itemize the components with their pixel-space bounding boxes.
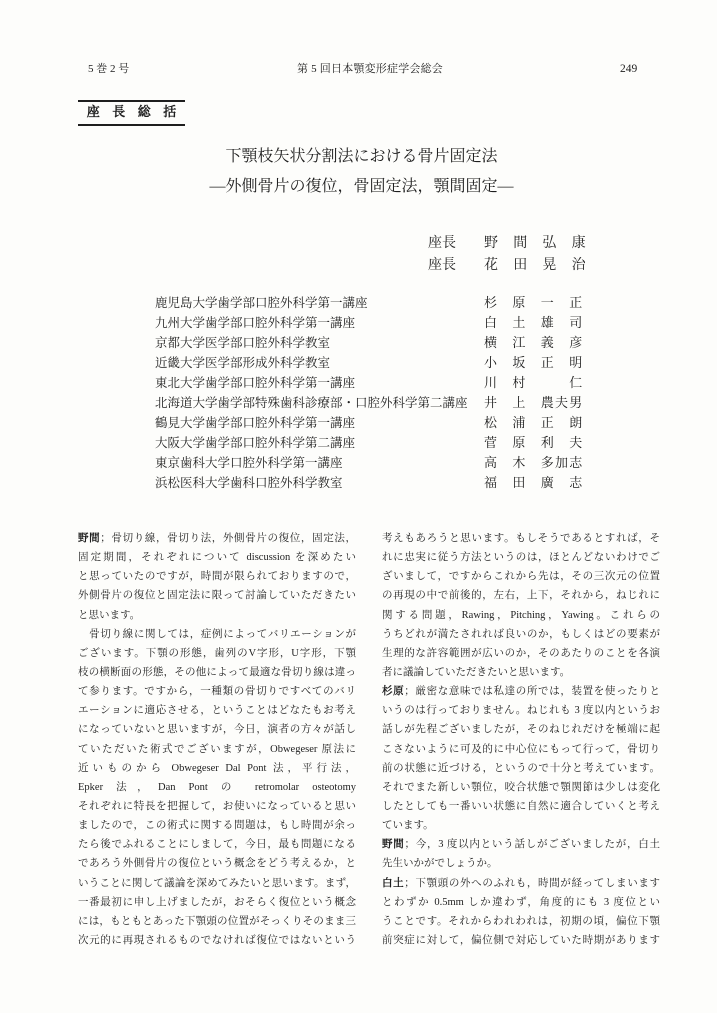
body-line xyxy=(78,854,356,873)
body-line xyxy=(78,778,356,797)
body-line xyxy=(78,701,356,720)
panelist-name: 小 坂 正 明 xyxy=(484,355,584,370)
body-line-text: Epker 法，Dan Pont の retromolar osteotomy xyxy=(78,781,356,793)
panelist-list xyxy=(155,295,595,495)
panelist-name: 白 土 雄 司 xyxy=(484,315,584,330)
body-line xyxy=(78,529,356,548)
panelist-row xyxy=(155,475,595,491)
panelist-affiliation: 近畿大学医学部形成外科学教室 xyxy=(155,356,331,370)
body-line xyxy=(382,720,660,739)
panelist-affiliation: 鹿児島大学歯学部口腔外科学第一講座 xyxy=(155,296,368,310)
body-line xyxy=(78,606,356,625)
body-line-text: それでまた新しい顎位，咬合状態で顎関節は少しは変化 xyxy=(382,781,660,793)
body-line-text: うことです。それからわれわれは，初期の頃，偏位下顎 xyxy=(382,915,660,927)
body-line-text: ていただいた術式でございますが，Obwegeser 原法に xyxy=(78,743,356,755)
panelist-row xyxy=(155,395,595,411)
panelist-row xyxy=(155,295,595,311)
panelist-name: 高 木 多加志 xyxy=(484,455,584,470)
body-line-text: エーションに適応させる，ということはどなたもお考え xyxy=(78,705,356,717)
body-line-text: たら後でふれることにしまして，今日，最も問題になる xyxy=(78,839,356,851)
body-line xyxy=(382,912,660,931)
panelist-affiliation: 北海道大学歯学部特殊歯科診療部・口腔外科学第二講座 xyxy=(155,396,468,410)
speaker-name: 野間 xyxy=(382,839,405,851)
article-title: 下顎枝矢状分割法における骨片固定法 xyxy=(225,148,498,165)
body-line-text: 前突症に対して，偏位側で対応していた時期があります xyxy=(382,934,660,946)
body-line xyxy=(78,663,356,682)
body-line xyxy=(78,586,356,605)
body-line-text: 近いものから Obwegeser Dal Pont 法，平行法， xyxy=(78,762,356,774)
body-line xyxy=(382,529,660,548)
body-line xyxy=(382,835,660,854)
panelist-name: 横 江 義 彦 xyxy=(484,335,584,350)
panelist-row xyxy=(155,435,595,451)
body-line xyxy=(78,567,356,586)
panelist-row xyxy=(155,315,595,331)
body-line-text: とわずか 0.5mm しか違わず，角度的にも 3 度位とい xyxy=(382,896,660,908)
chair-role: 座長 xyxy=(428,236,456,251)
body-line-text: 関する問題，Rawing，Pitching，Yawing。これらの xyxy=(382,609,660,621)
panelist-row xyxy=(155,355,595,371)
body-line-text: したとしても一番いい状態に自然に適合していくと考え xyxy=(382,800,660,812)
body-line xyxy=(382,893,660,912)
body-line xyxy=(382,682,660,701)
panelist-affiliation: 九州大学歯学部口腔外科学第一講座 xyxy=(155,316,356,330)
panelist-row xyxy=(155,335,595,351)
body-line-text: ；厳密な意味では私達の所では，装置を使ったりと xyxy=(404,686,661,698)
panelist-affiliation: 東京歯科大学口腔外科学第一講座 xyxy=(155,456,343,470)
panelist-row xyxy=(155,455,595,471)
body-line-text: いうことに関して議論を深めてみたいと思います。まず， xyxy=(78,877,356,889)
body-line-text: になっていないと思いますが，今日，演者の方々が話し xyxy=(78,724,356,736)
body-line xyxy=(78,931,356,950)
body-line-text: ています。 xyxy=(382,820,434,832)
panelist-name: 菅 原 利 夫 xyxy=(484,435,584,450)
body-line-text: の再現の中で前後的，左右，上下，それから，ねじれに xyxy=(382,590,660,602)
body-line-text: て参ります。ですから，一種類の骨切りですべてのバリ xyxy=(78,686,356,698)
panelist-name: 井 上 農夫男 xyxy=(484,395,584,410)
panelist-affiliation: 京都大学医学部口腔外科学教室 xyxy=(155,336,331,350)
body-line xyxy=(78,816,356,835)
chair-role: 座長 xyxy=(428,258,456,273)
body-line xyxy=(382,567,660,586)
body-column-right xyxy=(382,529,660,950)
body-line xyxy=(78,759,356,778)
body-line xyxy=(382,778,660,797)
body-line-text: ましたので，この術式に関する問題は，もし時間が余っ xyxy=(78,820,356,832)
panelist-name: 川 村 仁 xyxy=(484,375,584,390)
body-line xyxy=(78,720,356,739)
page-number: 249 xyxy=(620,63,638,75)
body-line xyxy=(382,797,660,816)
body-line-text: こさないように可及的に中心位にもって行って，骨切り xyxy=(382,743,660,755)
journal-name: 第 5 回日本顎変形症学会総会 xyxy=(297,63,443,75)
body-line xyxy=(382,606,660,625)
body-line xyxy=(382,548,660,567)
body-line-text: れに忠実に従う方法というのは，ほとんどないわけでご xyxy=(382,552,660,564)
body-line-text: 前の状態に近づける，というので十分と考えています。 xyxy=(382,762,660,774)
body-line-text: 先生いかがでしょうか。 xyxy=(382,858,498,870)
panelist-name: 杉 原 一 正 xyxy=(484,295,584,310)
body-line-text: 次元的に再現されるものでなければ復位ではないという xyxy=(78,934,356,946)
body-line-text: であろう外側骨片の復位という概念をどう考えるか，と xyxy=(78,858,356,870)
body-line xyxy=(382,625,660,644)
volume-issue: 5 巻 2 号 xyxy=(88,63,130,75)
chair-name: 花 田 晃 治 xyxy=(484,258,587,273)
body-line-text: いうのは行っておりません。ねじれも 3 度以内というお xyxy=(382,705,660,717)
body-line-text: 考えもあろうと思います。もしそうであるとすれば，そ xyxy=(382,533,660,544)
body-line-text: 話しが先程ございましたが，そのねじれだけを極端に起 xyxy=(382,724,660,736)
body-line xyxy=(78,797,356,816)
body-line-text: うちどれが満たされれば良いのか，もしくはどの要素が xyxy=(382,628,660,640)
body-line xyxy=(382,874,660,893)
body-line xyxy=(382,644,660,663)
speaker-name: 野間 xyxy=(78,533,101,544)
body-line xyxy=(78,835,356,854)
speaker-name: 杉原 xyxy=(382,686,405,698)
body-line-text: ；今，3 度以内という話しがございましたが，白土 xyxy=(404,839,661,851)
body-line-text: ざいまして，ですからこれから先は，その三次元の位置 xyxy=(382,571,660,583)
panelist-row xyxy=(155,375,595,391)
body-line-text: 者に議論していただきたいと思います。 xyxy=(382,666,571,678)
panelist-affiliation: 鶴見大学歯学部口腔外科学第一講座 xyxy=(155,416,356,430)
body-line xyxy=(78,740,356,759)
chair-row xyxy=(428,257,598,275)
body-line xyxy=(78,874,356,893)
body-line-text: それぞれに特長を把握して，お使いになっていると思い xyxy=(78,800,356,812)
body-line xyxy=(382,816,660,835)
body-line xyxy=(78,682,356,701)
body-line-text: 生理的な許容範囲が広いのか，そのあたりのことを各演 xyxy=(382,647,660,659)
body-line xyxy=(382,740,660,759)
panelist-row xyxy=(155,415,595,431)
body-line-text: 骨切り線に関しては，症例によってバリエーションが xyxy=(78,628,356,640)
body-line-text: には，もともとあった下顎頭の位置がそっくりそのまま三 xyxy=(78,915,356,927)
body-line-text: ；骨切り線，骨切り法，外側骨片の復位，固定法， xyxy=(100,533,357,544)
body-column-left xyxy=(78,529,356,950)
body-line-text: 枝の横断面の形態，その他によって最適な骨切り線は違っ xyxy=(78,666,356,678)
body-line-text: と思っていたのですが，時間が限られておりますので， xyxy=(78,571,356,583)
body-line xyxy=(382,701,660,720)
panelist-affiliation: 浜松医科大学歯科口腔外科学教室 xyxy=(155,476,343,490)
body-line xyxy=(78,548,356,567)
body-line-text: ございます。下顎の形態，歯列のV字形，U字形，下顎 xyxy=(78,647,356,659)
panelist-name: 福 田 廣 志 xyxy=(484,475,584,490)
chair-name: 野 間 弘 康 xyxy=(484,236,587,251)
body-line xyxy=(78,625,356,644)
speaker-name: 白土 xyxy=(382,877,405,889)
body-line xyxy=(382,931,660,950)
body-line-text: 外側骨片の復位と固定法に限って討論していただきたい xyxy=(78,590,356,602)
chair-row xyxy=(428,235,598,253)
body-line xyxy=(78,893,356,912)
panelist-name: 松 浦 正 朗 xyxy=(484,415,584,430)
body-line-text: と思います。 xyxy=(78,609,141,621)
body-line xyxy=(382,854,660,873)
body-line xyxy=(78,644,356,663)
body-line-text: ；下顎頭の外へのふれも，時間が経ってしまいます xyxy=(404,877,661,889)
panelist-affiliation: 大阪大学歯学部口腔外科学第二講座 xyxy=(155,436,356,450)
body-line xyxy=(382,759,660,778)
section-label: 座 長 総 括 xyxy=(78,100,185,126)
article-subtitle: ―外側骨片の復位，骨固定法，顎間固定― xyxy=(209,178,514,195)
body-line xyxy=(382,663,660,682)
body-line-text: 固定期間，それぞれについて discussion を深めたい xyxy=(78,552,356,564)
panelist-affiliation: 東北大学歯学部口腔外科学第一講座 xyxy=(155,376,356,390)
body-line xyxy=(382,586,660,605)
body-line-text: 一番最初に申し上げましたが，おそらく復位という概念 xyxy=(78,896,356,908)
body-line xyxy=(78,912,356,931)
